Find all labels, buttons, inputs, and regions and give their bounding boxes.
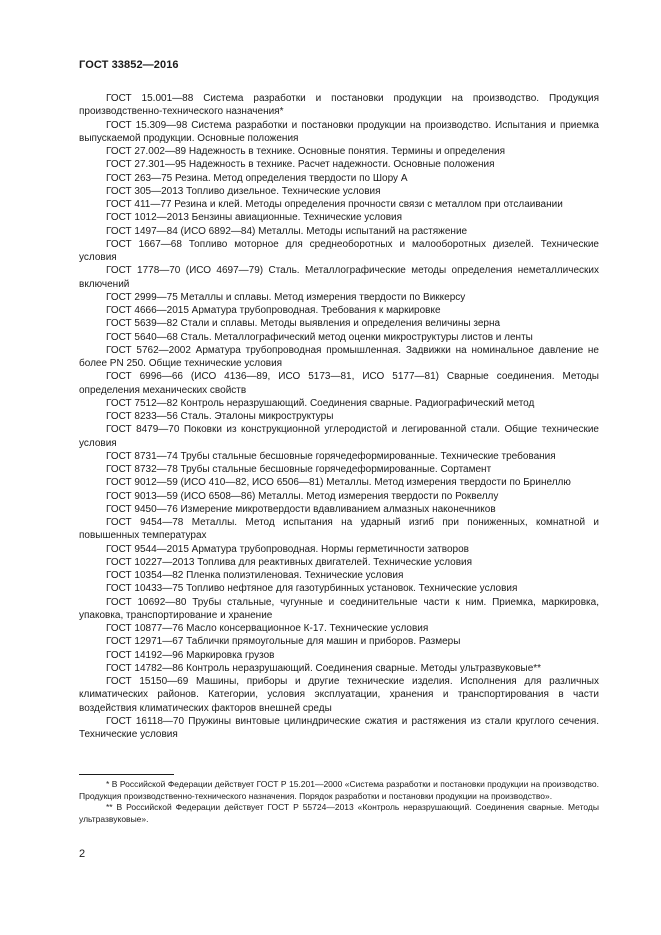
reference-item: ГОСТ 1778—70 (ИСО 4697—79) Сталь. Металлографические методы определения неметаллических включений (79, 265, 599, 290)
footnotes (79, 779, 599, 825)
reference-item: ГОСТ 5762—2002 Арматура трубопроводная промышленная. Задвижки на номинальное давление не более PN 250. Общие технические условия (79, 344, 599, 369)
reference-item: ГОСТ 27.002—89 Надежность в технике. Основные понятия. Термины и определения (106, 146, 506, 157)
reference-item: ГОСТ 10354—82 Пленка полиэтиленовая. Технические условия (106, 570, 404, 581)
reference-item: ГОСТ 10877—76 Масло консервационное К-17. Технические условия (106, 623, 429, 634)
reference-item: ГОСТ 9544—2015 Арматура трубопроводная. Нормы герметичности затворов (106, 543, 469, 555)
reference-item: ГОСТ 15.001—88 Система разработки и постановки продукции на производство. Продукция производственно-технического назначения* (79, 93, 599, 118)
footnote-item: * В Российской Федерации действует ГОСТ Р 15.201—2000 «Система разработки и постановки продукции на производство. Продукция производственно-технического назначения. Порядок разработки и постановки продукции на производство». (79, 779, 599, 801)
reference-item: ГОСТ 9013—59 (ИСО 6508—86) Металлы. Метод измерения твердости по Роквеллу (106, 490, 499, 502)
page-number: 2 (79, 848, 86, 860)
reference-item: ГОСТ 8233—56 Сталь. Эталоны микроструктуры (106, 411, 334, 422)
reference-item: ГОСТ 9454—78 Металлы. Метод испытания на ударный изгиб при пониженных, комнатной и повышенных температурах (79, 517, 599, 542)
reference-item: ГОСТ 9450—76 Измерение микротвердости вдавливанием алмазных наконечников (106, 503, 496, 515)
reference-item: ГОСТ 14192—96 Маркировка грузов (106, 649, 275, 661)
footnote-item: ** В Российской Федерации действует ГОСТ Р 55724—2013 «Контроль неразрушающий. Соединения сварные. Методы ультразвуковые». (79, 802, 599, 824)
normative-references-list (79, 92, 599, 741)
reference-item: ГОСТ 8731—74 Трубы стальные бесшовные горячедеформированные. Технические требования (106, 450, 556, 462)
reference-item: ГОСТ 14782—86 Контроль неразрушающий. Соединения сварные. Методы ультразвуковые** (106, 662, 542, 674)
reference-item: ГОСТ 10227—2013 Топлива для реактивных двигателей. Технические условия (106, 556, 473, 568)
reference-item: ГОСТ 5639—82 Стали и сплавы. Методы выявления и определения величины зерна (106, 318, 501, 330)
reference-item: ГОСТ 1012—2013 Бензины авиационные. Технические условия (106, 212, 403, 224)
reference-item: ГОСТ 8732—78 Трубы стальные бесшовные горячедеформированные. Сортамент (106, 464, 492, 475)
document-header: ГОСТ 33852—2016 (79, 59, 179, 71)
reference-item: ГОСТ 10433—75 Топливо нефтяное для газотурбинных установок. Технические условия (106, 583, 518, 595)
reference-item: ГОСТ 8479—70 Поковки из конструкционной углеродистой и легированной стали. Общие технические условия (79, 424, 599, 449)
reference-item: ГОСТ 7512—82 Контроль неразрушающий. Соединения сварные. Радиографический метод (106, 397, 535, 409)
reference-item: ГОСТ 263—75 Резина. Метод определения твердости по Шору А (106, 172, 408, 184)
reference-item: ГОСТ 5640—68 Сталь. Металлографический метод оценки микроструктуры листов и ленты (106, 331, 533, 343)
reference-item: ГОСТ 4666—2015 Арматура трубопроводная. Требования к маркировке (106, 305, 441, 316)
reference-item: ГОСТ 16118—70 Пружины винтовые цилиндрические сжатия и растяжения из стали круглого сечения. Технические условия (79, 715, 599, 740)
reference-item: ГОСТ 305—2013 Топливо дизельное. Технические условия (106, 185, 381, 197)
reference-item: ГОСТ 10692—80 Трубы стальные, чугунные и соединительные части к ним. Приемка, маркировка, упаковка, транспортирование и хранение (79, 596, 599, 621)
reference-item: ГОСТ 2999—75 Металлы и сплавы. Метод измерения твердости по Виккерсу (106, 291, 466, 303)
reference-item: ГОСТ 15.309—98 Система разработки и постановки продукции на производство. Испытания и приемка выпускаемой продукции. Основные положения (79, 119, 599, 144)
reference-item: ГОСТ 15150—69 Машины, приборы и другие технические изделия. Исполнения для различных климатических районов. Категории, условия эксплуатации, хранения и транспортирования в части воздействия климатических факторов внешней среды (79, 676, 599, 714)
reference-item: ГОСТ 9012—59 (ИСО 410—82, ИСО 6506—81) Металлы. Метод измерения твердости по Бринеллю (106, 477, 571, 489)
reference-item: ГОСТ 12971—67 Таблички прямоугольные для машин и приборов. Размеры (106, 636, 461, 648)
reference-item: ГОСТ 411—77 Резина и клей. Методы определения прочности связи с металлом при отслаивании (106, 199, 563, 210)
footnote-divider (79, 774, 174, 775)
reference-item: ГОСТ 6996—66 (ИСО 4136—89, ИСО 5173—81, ИСО 5177—81) Сварные соединения. Методы определения механических свойств (79, 371, 599, 396)
reference-item: ГОСТ 27.301—95 Надежность в технике. Расчет надежности. Основные положения (106, 159, 495, 171)
reference-item: ГОСТ 1667—68 Топливо моторное для среднеоборотных и малооборотных дизелей. Технические условия (79, 238, 599, 263)
reference-item: ГОСТ 1497—84 (ИСО 6892—84) Металлы. Методы испытаний на растяжение (106, 225, 468, 237)
